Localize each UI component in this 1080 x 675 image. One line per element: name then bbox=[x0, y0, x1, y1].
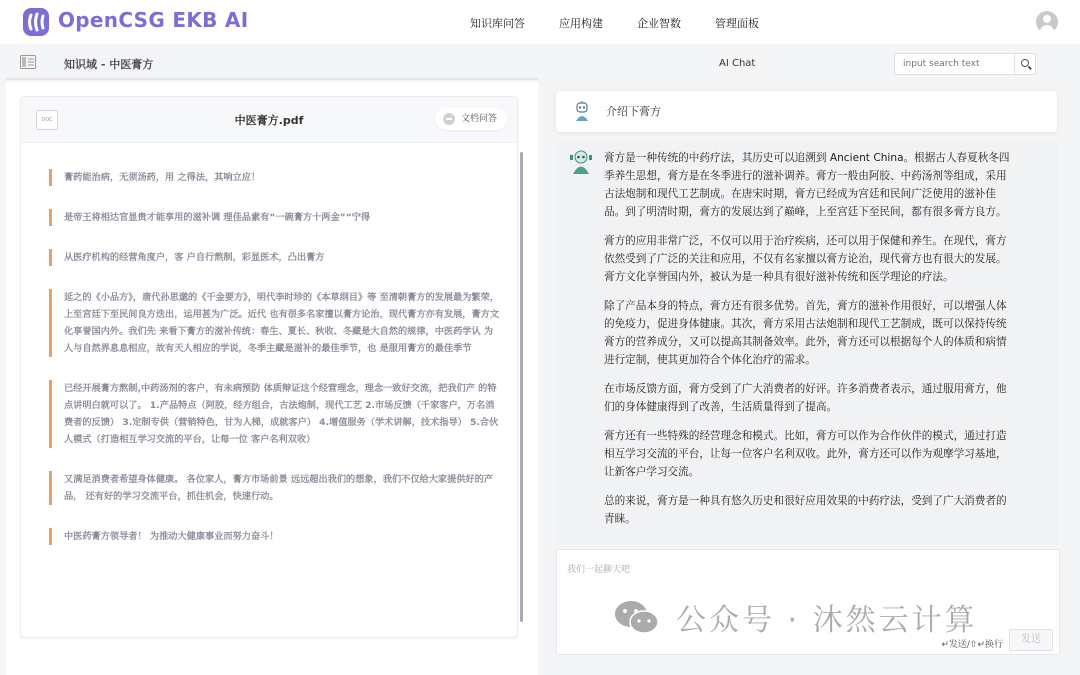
main-nav bbox=[470, 15, 793, 31]
top-navbar bbox=[0, 0, 1080, 44]
user-robot-icon bbox=[574, 101, 590, 123]
answer-paragraph: 除了产品本身的特点，膏方还有很多优势。首先，膏方的滋补作用很好，可以增强人体的免疫力，促进身体健康。其次，膏方采用古法炮制和现代工艺制成，既可以保持传统膏方的营养成分，又可以提高其制备效率。此外，膏方还可以根据每个人的体质和病情进行定制，使其更加符合个体化治疗的需求。 bbox=[604, 300, 1007, 366]
document-paragraph: 是帝王将相达官显贵才能享用的滋补调 理佳品素有“一碗膏方十两金”“宁得 bbox=[49, 209, 501, 226]
document-title: 中医膏方.pdf bbox=[234, 114, 304, 127]
chat-bubble-icon bbox=[443, 113, 455, 125]
brand-logo-icon bbox=[22, 7, 50, 37]
chat-toolbar bbox=[543, 48, 1080, 82]
document-paragraph: 延之的《小品方》，唐代孙思邈的《千金要方》，明代李时珍的《本草纲目》等 至清朝膏方的发展最为繁荣，上至宫廷下至民间良方迭出，运用甚为广泛。近代 也有很多名家擅以膏方论治，现代膏方亦有发展，膏方文化享誉国内外。我们先 来看下膏方的滋补传统：春生、夏长、秋收、冬藏是大自然的规律，中医药学认 为人与自然界息息相应，故有天人相应的学说，冬季主藏是滋补的最佳季节，也 是服用膏方的最佳季节 bbox=[49, 289, 501, 357]
document-paragraph: 中医药膏方领导者！ 为推动大健康事业而努力奋斗！ bbox=[49, 528, 501, 545]
nav-item-admin-panel[interactable]: 管理面板 bbox=[715, 17, 759, 30]
watermark-text: 公众号 · 沐然云计算 bbox=[676, 603, 978, 638]
brand-name: OpenCSG EKB AI bbox=[58, 8, 249, 32]
document-header bbox=[21, 97, 517, 143]
document-qa-label: 文档问答 bbox=[460, 114, 497, 124]
nav-item-app-build[interactable]: 应用构建 bbox=[559, 17, 603, 30]
bot-avatar-icon bbox=[570, 149, 592, 175]
watermark bbox=[612, 597, 978, 637]
sidebar-toggle-icon[interactable] bbox=[20, 55, 36, 69]
wechat-icon bbox=[612, 599, 662, 635]
send-hint: ↵发送/⇧↵换行 bbox=[941, 640, 1003, 650]
document-paragraph: 膏药能治病，无须汤药，用 之得法，其响立应！ bbox=[49, 169, 501, 186]
document-paragraph: 从医疗机构的经营角度户，客 户自行熬制，彩显医术，凸出膏方 bbox=[49, 249, 501, 266]
search-input[interactable] bbox=[894, 53, 1014, 75]
user-question-card bbox=[556, 91, 1057, 132]
nav-item-enterprise-data[interactable]: 企业智数 bbox=[637, 17, 681, 30]
document-viewer bbox=[20, 96, 518, 638]
nav-item-kb-qa[interactable]: 知识库问答 bbox=[470, 17, 525, 30]
user-avatar[interactable] bbox=[1036, 11, 1058, 33]
doc-file-icon: DOC bbox=[36, 110, 58, 130]
document-qa-button[interactable] bbox=[435, 108, 507, 130]
document-paragraph: 已经开展膏方熬制,中药汤剂的客户，有未病预防 体质辩证这个经营理念，理念一致好交流，把我们产 的特点讲明白就可以了。 1.产品特点（阿胶，经方组合，古法炮制，现代工艺 2.市场反馈（千家客户，万名消费者的反馈） 3.定制专供（营销特色，甘为人梯，成就客户） 4.增值服务（学术讲解，技术指导） 5.合伙人模式（打造相互学习交流的平台，让每一位 客户名利双收） bbox=[49, 380, 501, 448]
left-panel-header bbox=[6, 48, 538, 80]
send-button[interactable]: 发送 bbox=[1009, 629, 1053, 651]
document-scrollbar[interactable] bbox=[520, 152, 523, 622]
answer-paragraph: 膏方的应用非常广泛，不仅可以用于治疗疾病，还可以用于保健和养生。在现代，膏方依然受到了广泛的关注和应用，不仅有名家擅以膏方论治，现代膏方也有很大的发展。膏方文化享誉国内外，被认为是一种具有很好滋补传统和医学理论的疗法。 bbox=[604, 235, 1007, 283]
document-content bbox=[49, 169, 501, 624]
breadcrumb: 知识域 - 中医膏方 bbox=[64, 58, 154, 71]
ai-answer-text bbox=[604, 149, 1014, 539]
answer-paragraph: 膏方是一种传统的中药疗法，其历史可以追溯到 Ancient China。根据古人春夏秋冬四季养生思想，膏方是在冬季进行的滋补调养。膏方一般由阿胶、中药汤剂等组成，采用古法炮制和现代工艺制成。在唐宋时期，膏方已经成为宫廷和民间广泛使用的滋补佳品。到了明清时期，膏方的发展达到了巅峰，上至宫廷下至民间，都有很多膏方良方。 bbox=[604, 152, 1010, 218]
search-button[interactable] bbox=[1014, 53, 1036, 75]
tab-ai-chat[interactable]: AI Chat bbox=[719, 58, 756, 69]
answer-paragraph: 总的来说，膏方是一种具有悠久历史和很好应用效果的中药疗法，受到了广大消费者的青睐。 bbox=[604, 495, 1007, 525]
ai-answer-area bbox=[556, 141, 1058, 545]
answer-paragraph: 膏方还有一些特殊的经营理念和模式。比如，膏方可以作为合作伙伴的模式，通过打造相互学习交流的平台，让每一位客户名利双收。此外，膏方还可以作为观摩学习基地，让新客户学习交流。 bbox=[604, 430, 1007, 478]
chat-input-placeholder: 我们一起聊天吧 bbox=[567, 565, 631, 575]
answer-paragraph: 在市场反馈方面，膏方受到了广大消费者的好评。许多消费者表示，通过服用膏方，他们的身体健康得到了改善，生活质量得到了提高。 bbox=[604, 383, 1007, 413]
document-paragraph: 又满足消费者希望身体健康。 各位家人，膏方市场前景 远远超出我们的想象，我们不仅给大家提供好的产品， 还有好的学习交流平台，抓住机会，快速行动。 bbox=[49, 471, 501, 505]
user-question-text: 介绍下膏方 bbox=[606, 105, 661, 118]
